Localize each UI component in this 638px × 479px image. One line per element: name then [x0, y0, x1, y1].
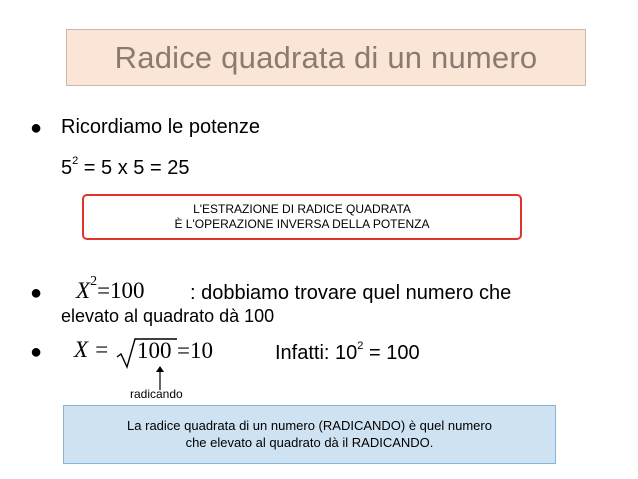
radicando-label: radicando [130, 387, 183, 401]
sqrt-result: =10 [177, 338, 213, 363]
bullet-dot: ● [30, 117, 43, 139]
definition-box [63, 405, 556, 464]
infatti-check: Infatti: $10^2 = 100$ [275, 340, 420, 364]
page-title: Radice quadrata di un numero [114, 39, 538, 75]
sqrt-lhs: X = [74, 337, 110, 362]
inverse-operation-line-2: È L'OPERAZIONE INVERSA DELLA POTENZA [174, 217, 430, 231]
bullet-text-potenze: Ricordiamo le potenze [61, 116, 260, 138]
equation-description-2: elevato al quadrato dà 100 [61, 306, 275, 326]
bullet-dot: ● [30, 282, 43, 304]
title-box [66, 29, 586, 86]
definition-line-1: La radice quadrata di un numero (RADICANDO) è quel numero [127, 418, 492, 433]
inverse-operation-box [82, 194, 522, 240]
sqrt-radicand: 100 [137, 338, 172, 363]
inverse-operation-line-1: L'ESTRAZIONE DI RADICE QUADRATA [193, 202, 411, 216]
equation-description: : dobbiamo trovare quel numero che [190, 282, 512, 304]
power-example: $5^2 = 5$ x 5 = 25 [61, 155, 190, 179]
bullet-dot: ● [30, 341, 43, 363]
equation-power: X2=100 [76, 274, 145, 303]
definition-line-2: che elevato al quadrato dà il RADICANDO. [185, 435, 434, 450]
